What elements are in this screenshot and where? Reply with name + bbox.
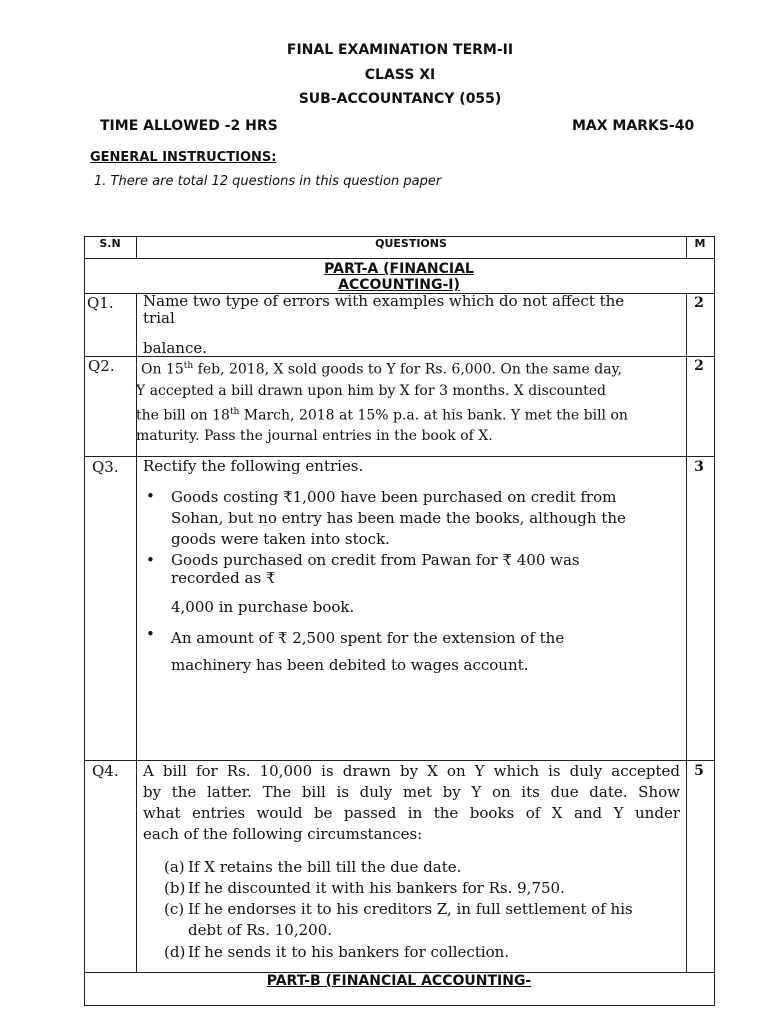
bullet-icon: • [146,487,155,505]
question-number: Q3. [92,458,119,476]
column-header-sn: S.N [99,237,121,250]
question-text-q2: On 15th feb, 2018, X sold goods to Y for Rs. 6,000. On the same day, Y accepted a bill drawn upon him by X for 3 months. X discounted the bill on 18th March, 2018 at 15% p.a. at his bank. Y met the bill on maturity. Pass the journal entries in the book of X. [136,361,628,445]
column-header-marks: M [694,237,706,250]
bullet-icon: • [146,625,155,643]
question-number: Q4. [92,762,119,780]
list-item: Goods costing ₹1,000 have been purchased on credit from Sohan, but no entry has been made the books, although the goods were taken into stock. [171,488,626,548]
sub-item-label: (b) [164,879,186,897]
sub-item: If he sends it to his bankers for collection. [188,943,510,961]
sub-item-label: (d) [164,943,186,961]
class-label: CLASS XI [364,67,436,83]
exam-title: FINAL EXAMINATION TERM-II [286,42,514,58]
question-number: Q1. [87,294,114,312]
bullet-icon: • [146,551,155,569]
part-b-heading: PART-B (FINANCIAL ACCOUNTING- [266,973,532,989]
list-item-cont: 4,000 in purchase book. [171,598,355,616]
question-marks: 2 [694,295,704,311]
instructions-heading: GENERAL INSTRUCTIONS: [90,150,277,165]
part-a-heading: PART-A (FINANCIAL ACCOUNTING-I) [324,261,474,293]
question-marks: 3 [694,459,704,475]
instruction-item-1: 1. There are total 12 questions in this question paper [94,174,442,189]
sub-item-label: (c) [164,900,185,918]
list-item: An amount of ₹ 2,500 spent for the extension of the machinery has been debited to wages account. [171,629,565,674]
question-text-q3: Rectify the following entries. [143,457,364,475]
sub-item: If he endorses it to his creditors Z, in full settlement of his debt of Rs. 10,200. [188,900,633,939]
max-marks: MAX MARKS-40 [572,118,695,134]
sub-item: If X retains the bill till the due date. [188,858,462,876]
question-text-q4: A bill for Rs. 10,000 is drawn by X on Y which is duly accepted by the latter. The bill is duly met by Y on its due date. Show what entries would be passed in the books of X and Y under each of the following circumstances: [143,762,680,843]
subject-label: SUB-ACCOUNTANCY (055) [298,91,502,107]
question-marks: 5 [694,763,704,779]
list-item: Goods purchased on credit from Pawan for ₹ 400 was recorded as ₹ [171,551,580,587]
sub-item-label: (a) [164,858,185,876]
question-text-q1: Name two type of errors with examples which do not affect the trial [143,292,625,327]
column-header-questions: QUESTIONS [375,237,447,250]
question-number: Q2. [88,357,115,375]
question-marks: 2 [694,358,704,374]
time-allowed: TIME ALLOWED -2 HRS [100,118,278,134]
sub-item: If he discounted it with his bankers for Rs. 9,750. [188,879,565,897]
question-text-q1-cont: balance. [143,339,207,357]
